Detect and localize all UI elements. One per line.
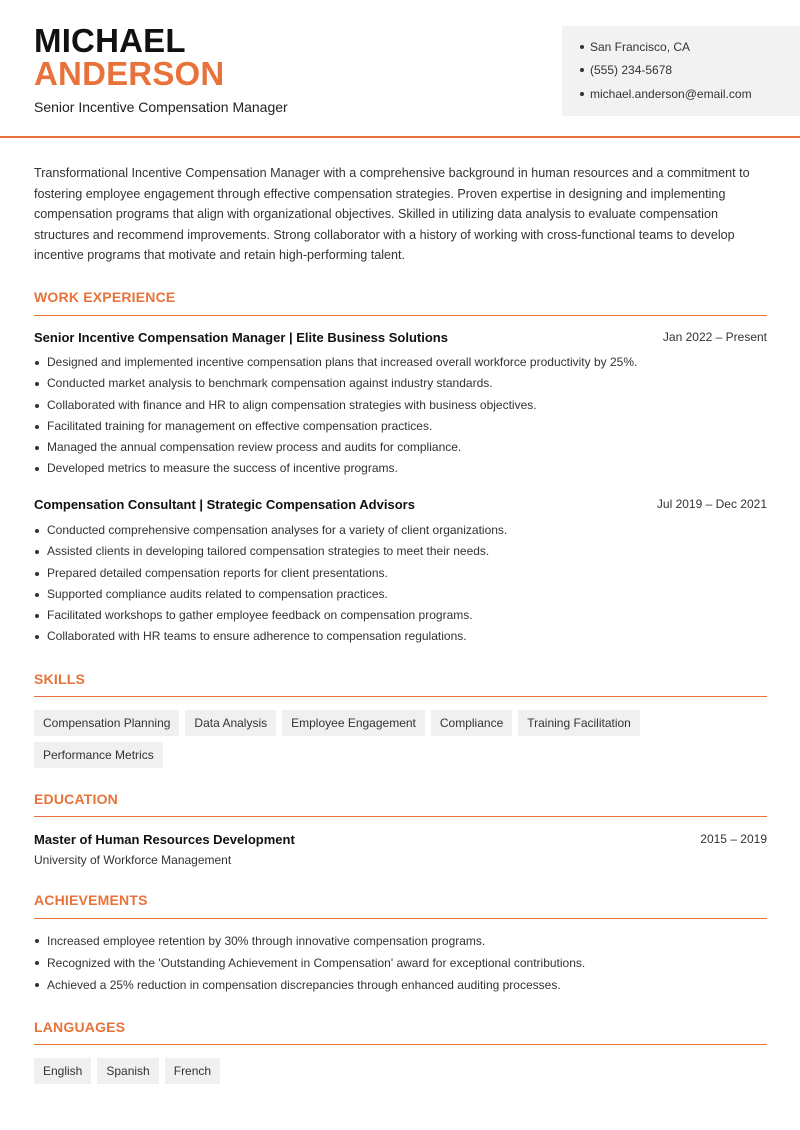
list-item: Collaborated with finance and HR to align compensation strategies with business objectives. [34,395,768,416]
education-dates: 2015 – 2019 [700,832,767,846]
education-degree: Master of Human Resources Development [34,832,295,847]
contact-email [580,87,752,101]
list-item: Collaborated with HR teams to ensure adherence to compensation regulations. [34,626,768,647]
skill-tag: Training Facilitation [518,710,640,736]
achievements-heading: ACHIEVEMENTS [34,892,148,908]
skill-tag: Data Analysis [185,710,276,736]
section-divider [34,816,767,817]
last-name: ANDERSON [34,55,225,92]
skill-tag: Employee Engagement [282,710,425,736]
job-dates-2: Jul 2019 – Dec 2021 [656,497,767,511]
languages-list [34,1058,768,1090]
education-heading: EDUCATION [34,791,118,807]
achievements-list [34,930,768,996]
contact-location [580,40,690,54]
list-item: Achieved a 25% reduction in compensation discrepancies through enhanced auditing processes. [34,974,768,996]
resume-header [0,0,800,138]
section-divider [34,315,767,316]
contact-box [562,26,800,116]
language-tag: Spanish [97,1058,158,1084]
summary-paragraph: Transformational Incentive Compensation Manager with a comprehensive background in human resources and a commitment to fostering employee engagement through effective compensation strategies. Proven expertise in designing and implementing compensation programs that align with organizational objectives. Skilled in utilizing data analysis to evaluate compensation structures and recommend improvements. Strong collaborator with a history of working with cross-functional teams to develop incentive programs that motivate and retain high-performing talent. [34,166,750,262]
languages-heading: LANGUAGES [34,1019,126,1035]
list-item: Conducted comprehensive compensation analyses for a variety of client organizations. [34,520,768,541]
bullet-icon [580,92,584,96]
job-bullets-1 [34,352,768,480]
list-item: Designed and implemented incentive compensation plans that increased overall workforce productivity by 25%. [34,352,768,373]
job-dates-1: Jan 2022 – Present [662,330,767,344]
list-item: Facilitated training for management on effective compensation practices. [34,416,768,437]
email-text: michael.anderson@email.com [590,87,752,101]
education-school: University of Workforce Management [34,853,232,867]
skill-tag: Performance Metrics [34,742,163,768]
section-divider [34,918,767,919]
bullet-icon [580,45,584,49]
list-item: Prepared detailed compensation reports for client presentations. [34,563,768,584]
bullet-icon [580,68,584,72]
list-item: Increased employee retention by 30% through innovative compensation programs. [34,930,768,952]
skills-list [34,710,768,774]
list-item: Managed the annual compensation review process and audits for compliance. [34,437,768,458]
location-text: San Francisco, CA [590,40,691,54]
job-title-2: Compensation Consultant | Strategic Compensation Advisors [34,497,415,512]
section-divider [34,1044,767,1045]
list-item: Facilitated workshops to gather employee feedback on compensation programs. [34,605,768,626]
first-name: MICHAEL [34,22,186,59]
job-title-1: Senior Incentive Compensation Manager | Elite Business Solutions [34,330,448,345]
section-divider [34,696,767,697]
list-item: Conducted market analysis to benchmark compensation against industry standards. [34,373,768,394]
job-bullets-2 [34,520,768,648]
skill-tag: Compliance [431,710,512,736]
list-item: Supported compliance audits related to compensation practices. [34,584,768,605]
skill-tag: Compensation Planning [34,710,179,736]
language-tag: French [165,1058,220,1084]
skills-heading: SKILLS [34,671,85,687]
list-item: Developed metrics to measure the success of incentive programs. [34,458,768,479]
list-item: Recognized with the 'Outstanding Achievement in Compensation' award for exceptional contributions. [34,952,768,974]
phone-text: (555) 234-5678 [590,63,673,77]
list-item: Assisted clients in developing tailored compensation strategies to meet their needs. [34,541,768,562]
language-tag: English [34,1058,91,1084]
job-title: Senior Incentive Compensation Manager [34,99,288,115]
work-experience-heading: WORK EXPERIENCE [34,289,176,305]
contact-phone [580,63,672,77]
